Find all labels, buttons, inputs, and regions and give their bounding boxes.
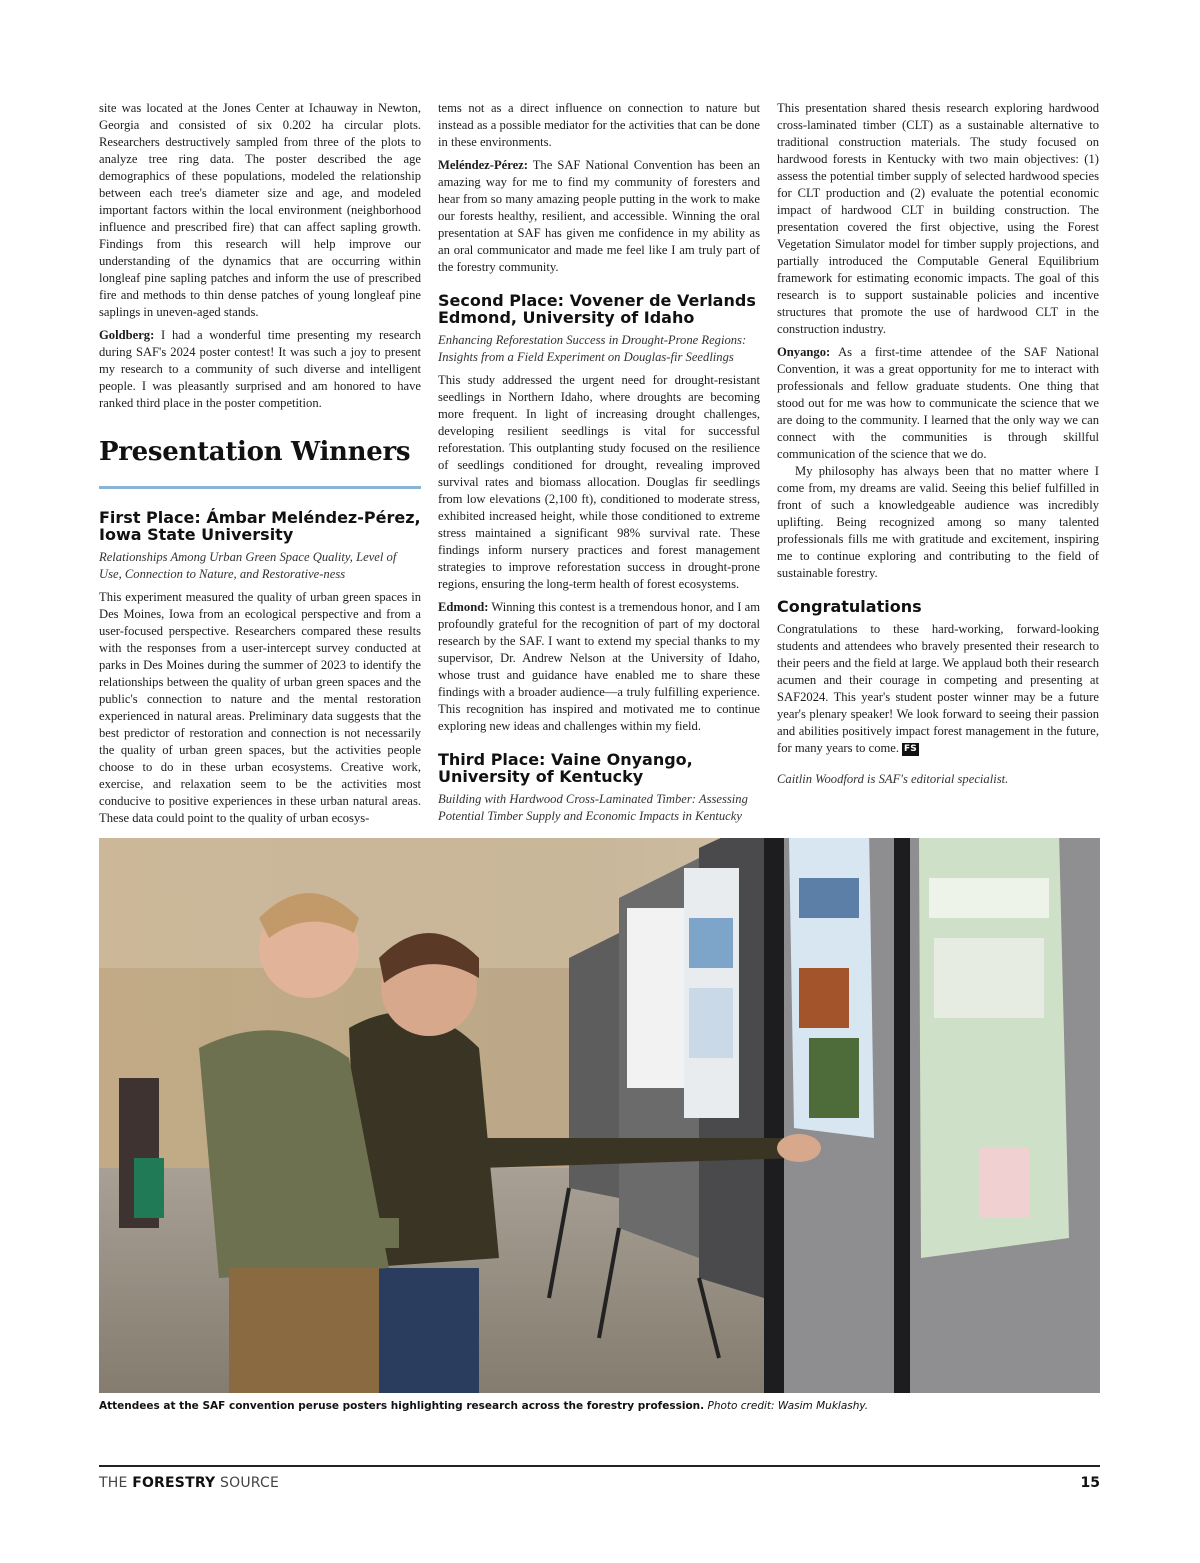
speaker-name: Meléndez-Pérez: — [438, 158, 528, 172]
footer-rule — [99, 1465, 1100, 1467]
column-1 — [99, 100, 421, 833]
congratulations-paragraph — [777, 621, 1099, 757]
congratulations-text: Congratulations to these hard-working, forward-looking students and attendees who bravely presented their research to their peers and the field at large. We applaud both their research acumen and their courage in competing and presenting at SAF2024. This year's student poster winner may be a future year's plenary speaker! We look forward to seeing their passion and abilities positively impact forest management in the future, for many years to come. — [777, 622, 1099, 755]
first-place-heading: First Place: Ámbar Meléndez-Pérez, Iowa State University — [99, 508, 421, 544]
photo-illustration — [99, 838, 1100, 1393]
column-3 — [777, 100, 1099, 788]
page-number: 15 — [1080, 1475, 1100, 1491]
photo-credit: Photo credit: Wasim Muklashy. — [707, 1400, 869, 1412]
speaker-name: Goldberg: — [99, 328, 155, 342]
second-place-title: Enhancing Reforestation Success in Drought-Prone Regions: Insights from a Field Experiment on Douglas-fir Seedlings — [438, 333, 747, 364]
quote-paragraph — [99, 327, 421, 412]
third-place-title: Building with Hardwood Cross-Laminated Timber: Assessing Potential Timber Supply and Economic Impacts in Kentucky — [438, 792, 748, 823]
section-rule — [99, 486, 421, 489]
publication-the: THE — [99, 1475, 133, 1491]
paragraph: This study addressed the urgent need for drought-resistant seedlings in Northern Idaho, where droughts are becoming more frequent. In light of increasing drought challenges, developing resilient seedlings is vital for successful reforestation. This outplanting study focused on the resilience of seedlings conditioned for drought, revealing improved survival rates and biomass allocation. Douglas fir seedlings from low elevations (2,100 ft), conditioned to moderate stress, exhibited increased height, while those conditioned to extreme stress maintained a significant 98% survival rate. These findings inform nursery practices and forest management strategies to improve reforestation success in drought-prone regions, ensuring the long-term health of forest ecosystems. — [438, 373, 760, 591]
paragraph: My philosophy has always been that no matter where I come from, my dreams are valid. Seeing this belief fulfilled in front of such a knowledgeable audience was incredibly uplifting. Being recognized among so many talented professionals fills me with gratitude and excitement, inspiring me to continue exploring and contributing to the field of sustainable forestry. — [777, 464, 1099, 580]
publication-name — [99, 1475, 279, 1491]
photo-caption — [99, 1399, 1100, 1413]
quote-paragraph — [438, 599, 760, 735]
quote-text: Winning this contest is a tremendous honor, and I am profoundly grateful for the recognition of part of my doctoral research by the SAF. I want to extend my special thanks to my supervisor, Dr. Andrew Nelson at the University of Idaho, whose trust and guidance have enabled me to share these findings with a broader audience—a truly fulfilling experience. This recognition has inspired and motivated me to continue exploring new ideas and challenges within my field. — [438, 600, 760, 733]
paragraph: site was located at the Jones Center at Ichauway in Newton, Georgia and consisted of six 0.202 ha circular plots. Researchers destructively sampled from three of the plots to analyze tree ring data. The poster described the age demographics of these populations, modeled the relationship between each tree's diameter size and age, and modeled important factors within the local environment (neighborhood influence and prescribed fire) that can affect sapling growth. Findings from this research will help improve our understanding of the dynamics that are occurring within longleaf pine sapling patches and inform the use of prescribed fire and methods to thin dense patches of young longleaf pine saplings in uneven-aged stands. — [99, 101, 421, 319]
publication-source: SOURCE — [215, 1475, 280, 1491]
paragraph: tems not as a direct influence on connection to nature but instead as a possible mediator for the activities that can be done in these environments. — [438, 101, 760, 149]
third-place-heading: Third Place: Vaine Onyango, University of Kentucky — [438, 750, 693, 786]
congratulations-heading: Congratulations — [777, 597, 922, 616]
author-byline: Caitlin Woodford is SAF's editorial specialist. — [777, 772, 1009, 786]
second-place-heading: Second Place: Vovener de Verlands Edmond, University of Idaho — [438, 291, 756, 327]
speaker-name: Edmond: — [438, 600, 489, 614]
section-title: Presentation Winners — [99, 437, 411, 467]
paragraph: This experiment measured the quality of urban green spaces in Des Moines, Iowa from an ecological perspective and from a user-focused perspective. Researchers compared these results with the responses from a user-intercept survey conducted at parks in Des Moines during the summer of 2023 to identify the relationships between the quality of urban green spaces and the public's connection to nature and the mental restoration experienced in natural areas. Preliminary data suggests that the best predictor of restoration and connection is not necessarily the quality of urban green spaces, but the activities people choose to do in these urban ecosystems. Creative work, exercise, and relaxation seem to be the activities most conducive to positive experiences in these urban natural areas. These data could point to the quality of urban ecosys- — [99, 590, 421, 825]
paragraph: This presentation shared thesis research exploring hardwood cross-laminated timber (CLT) as a sustainable alternative to traditional construction materials. The study focused on hardwood forests in Kentucky with two main objectives: (1) assess the potential timber supply of selected hardwood species for CLT production and (2) evaluate the potential economic impact of hardwood CLT in building construction. The presentation covered the first objective, using the Forest Vegetation Simulator model for timber supply projections, and partially introduced the Computable General Equilibrium framework for estimating economic impacts. The goal of this research is to support sustainable policies and incentive structures that promote the use of hardwood CLT in the construction industry. — [777, 101, 1099, 336]
caption-text: Attendees at the SAF convention peruse posters highlighting research across the forestry profession. — [99, 1400, 705, 1412]
publication-forestry: FORESTRY — [132, 1475, 216, 1491]
quote-paragraph — [438, 157, 760, 276]
quote-paragraph — [777, 344, 1099, 463]
fs-end-mark-icon: FS — [904, 744, 917, 754]
quote-text: As a first-time attendee of the SAF National Convention, it was a great opportunity for me to interact with professionals and fellow graduate students. One thing that stood out for me was how to communicate the science that we are doing to the community. I learned that the only way we can connect with the communities is through skillful communication of the science that we do. — [777, 345, 1099, 461]
column-2 — [438, 100, 760, 831]
speaker-name: Onyango: — [777, 345, 831, 359]
convention-photo — [99, 838, 1100, 1393]
first-place-title: Relationships Among Urban Green Space Quality, Level of Use, Connection to Nature, and Restorative-ness — [99, 550, 397, 581]
quote-text: The SAF National Convention has been an amazing way for me to find my community of foresters and hear from so many amazing people putting in the work to make our forests healthy, resilient, and accessible. Winning the oral presentation at SAF has given me confidence in my ability as an oral communicator and made me feel like I am truly part of the forestry community. — [438, 158, 760, 274]
quote-text: I had a wonderful time presenting my research during SAF's 2024 poster contest! It was such a joy to present my research to a community of such diverse and intelligent people. I was pleasantly surprised and am honored to have ranked third place in the poster competition. — [99, 328, 421, 410]
